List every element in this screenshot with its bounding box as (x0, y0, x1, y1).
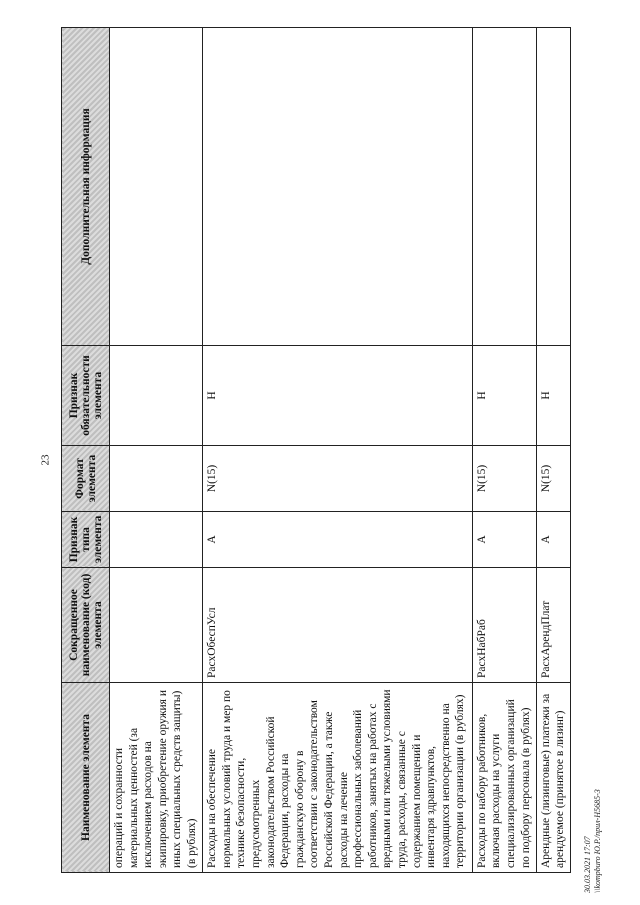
header-element-name: Наименование элемента (62, 683, 110, 873)
cell-code: РасхАрендПлат (536, 568, 570, 683)
cell-required: Н (536, 346, 570, 446)
cell-code: РасхОбеспУсл (203, 568, 473, 683)
footer-timestamp: 30.03.2021 17:07 (583, 836, 592, 893)
footer-file-path: \\kompburo Ю.Р./прил-Н5685-3 (593, 789, 602, 893)
cell-code (110, 568, 203, 683)
cell-required: Н (472, 346, 536, 446)
header-additional-info: Дополнительная информация (62, 28, 110, 346)
cell-name: Расходы по набору работников, включая расходы на услуги специализированных организаций по подбору персонала (в рублях) (472, 683, 536, 873)
cell-type: А (472, 512, 536, 568)
header-short-code: Сокращенное наименование (код) элемента (62, 568, 110, 683)
cell-info (110, 28, 203, 346)
cell-format: N(15) (536, 446, 570, 512)
cell-name: Расходы на обеспечение нормальных условий труда и мер по технике безопасности, предусмотренных законодательством Российской Федерации, расходы на гражданскую оборону в соответствии с законодательством Российской Федерации, а также расходы на лечение профессиональных заболеваний работников, занятых на работах с вредными или тяжелыми условиями труда, расходы, связанные с содержанием помещений и инвентаря здравпунктов, находящихся непосредственно на территории организации (в рублях) (203, 683, 473, 873)
cell-info (472, 28, 536, 346)
elements-table (61, 27, 571, 873)
rotated-table-container (61, 28, 571, 873)
header-type-flag: Признак типа элемента (62, 512, 110, 568)
cell-format (110, 446, 203, 512)
cell-name: операций и сохранности материальных ценностей (за исключением расходов на экипировку, приобретение оружия и иных специальных средств защиты) (в рублях) (110, 683, 203, 873)
cell-format: N(15) (203, 446, 473, 512)
header-required-flag: Признак обязательности элемента (62, 346, 110, 446)
cell-info (536, 28, 570, 346)
table-row (110, 28, 203, 873)
cell-name: Арендные (лизинговые) платежи за арендуемое (принятое в лизинг) (536, 683, 570, 873)
cell-format: N(15) (472, 446, 536, 512)
cell-code: РасхНабРаб (472, 568, 536, 683)
page-number: 23 (39, 454, 52, 466)
cell-required (110, 346, 203, 446)
cell-type (110, 512, 203, 568)
table-row (536, 28, 570, 873)
cell-type: А (536, 512, 570, 568)
cell-info (203, 28, 473, 346)
table-row (203, 28, 473, 873)
table-row (472, 28, 536, 873)
cell-type: А (203, 512, 473, 568)
table-header-row (62, 28, 110, 873)
cell-required: Н (203, 346, 473, 446)
header-format: Формат элемента (62, 446, 110, 512)
